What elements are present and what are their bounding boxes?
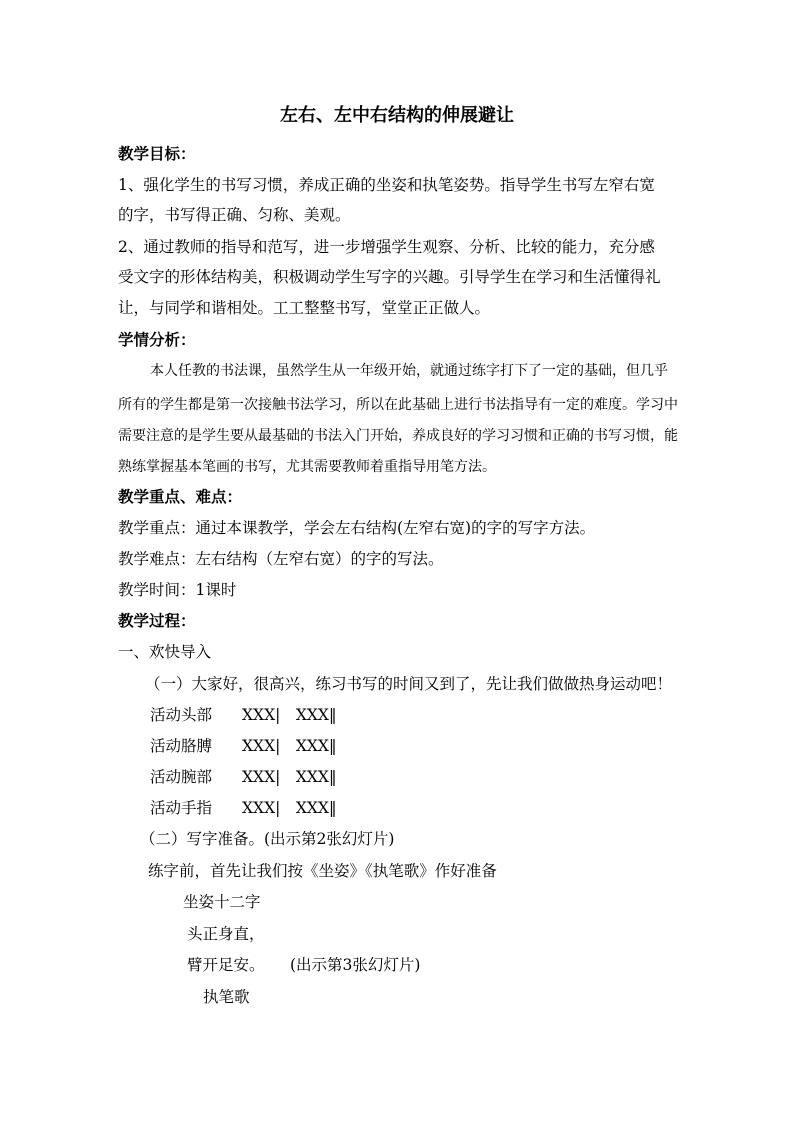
goal-1-line-1: 1、强化学生的书写习惯，养成正确的坐姿和执笔姿势。指导学生书写左窄右宽	[118, 176, 655, 194]
goal-2-line-3: 让，与同学和谐相处。工工整整书写，堂堂正正做人。	[118, 299, 491, 317]
exercise-name: 活动手指	[150, 799, 213, 817]
preparation-line: 练字前，首先让我们按《坐姿》《执笔歌》作好准备	[148, 862, 497, 880]
step-1: （一）大家好，很高兴，练习书写的时间又到了，先让我们做做热身运动吧！	[145, 675, 673, 693]
step-2: （二）写字准备。(出示第2张幻灯片)	[140, 830, 395, 848]
exercise-name: 活动腕部	[150, 768, 213, 786]
analysis-line-2: 所有的学生都是第一次接触书法学习，所以在此基础上进行书法指导有一定的难度。学习中	[118, 397, 678, 413]
grip-song-title: 执笔歌	[203, 988, 250, 1006]
keypoints-heading: 教学重点、难点：	[118, 487, 243, 506]
exercise-name: 活动胳膊	[150, 737, 213, 755]
section-1: 一、欢快导入	[118, 643, 212, 661]
process-heading: 教学过程：	[118, 611, 196, 630]
exercise-beat: XXX| XXX‖	[242, 799, 337, 817]
analysis-heading: 学情分析：	[118, 330, 196, 349]
analysis-line-4: 熟练掌握基本笔画的书写，尤其需要教师着重指导用笔方法。	[118, 459, 496, 475]
goal-2-line-1: 2、通过教师的指导和范写，进一步增强学生观察、分析、比较的能力，充分感	[118, 238, 655, 256]
posture-line-1: 头正身直，	[187, 925, 265, 943]
goal-1-line-2: 的字，书写得正确、匀称、美观。	[118, 206, 351, 224]
key-point: 教学重点：通过本课教学，学会左右结构(左窄右宽)的字的写字方法。	[118, 519, 596, 537]
slide-3-note: (出示第3张幻灯片)	[290, 956, 421, 974]
exercise-beat: XXX| XXX‖	[242, 768, 337, 786]
exercise-beat: XXX| XXX‖	[242, 706, 337, 724]
analysis-line-3: 需要注意的是学生要从最基础的书法入门开始，养成良好的学习习惯和正确的书写习惯，能	[118, 428, 678, 444]
difficulty: 教学难点：左右结构（左窄右宽）的字的写法。	[118, 550, 444, 568]
teaching-time: 教学时间：1课时	[118, 581, 237, 599]
goals-heading: 教学目标：	[118, 144, 196, 163]
posture-title: 坐姿十二字	[183, 893, 261, 911]
document-title: 左右、左中右结构的伸展避让	[280, 105, 514, 126]
exercise-name: 活动头部	[150, 706, 213, 724]
exercise-beat: XXX| XXX‖	[242, 737, 337, 755]
posture-line-2: 臂开足安。	[187, 956, 265, 974]
analysis-line-1: 本人任教的书法课，虽然学生从一年级开始，就通过练字打下了一定的基础，但几乎	[150, 363, 668, 379]
goal-2-line-2: 受文字的形体结构美，积极调动学生写字的兴趣。引导学生在学习和生活懂得礼	[118, 268, 661, 286]
